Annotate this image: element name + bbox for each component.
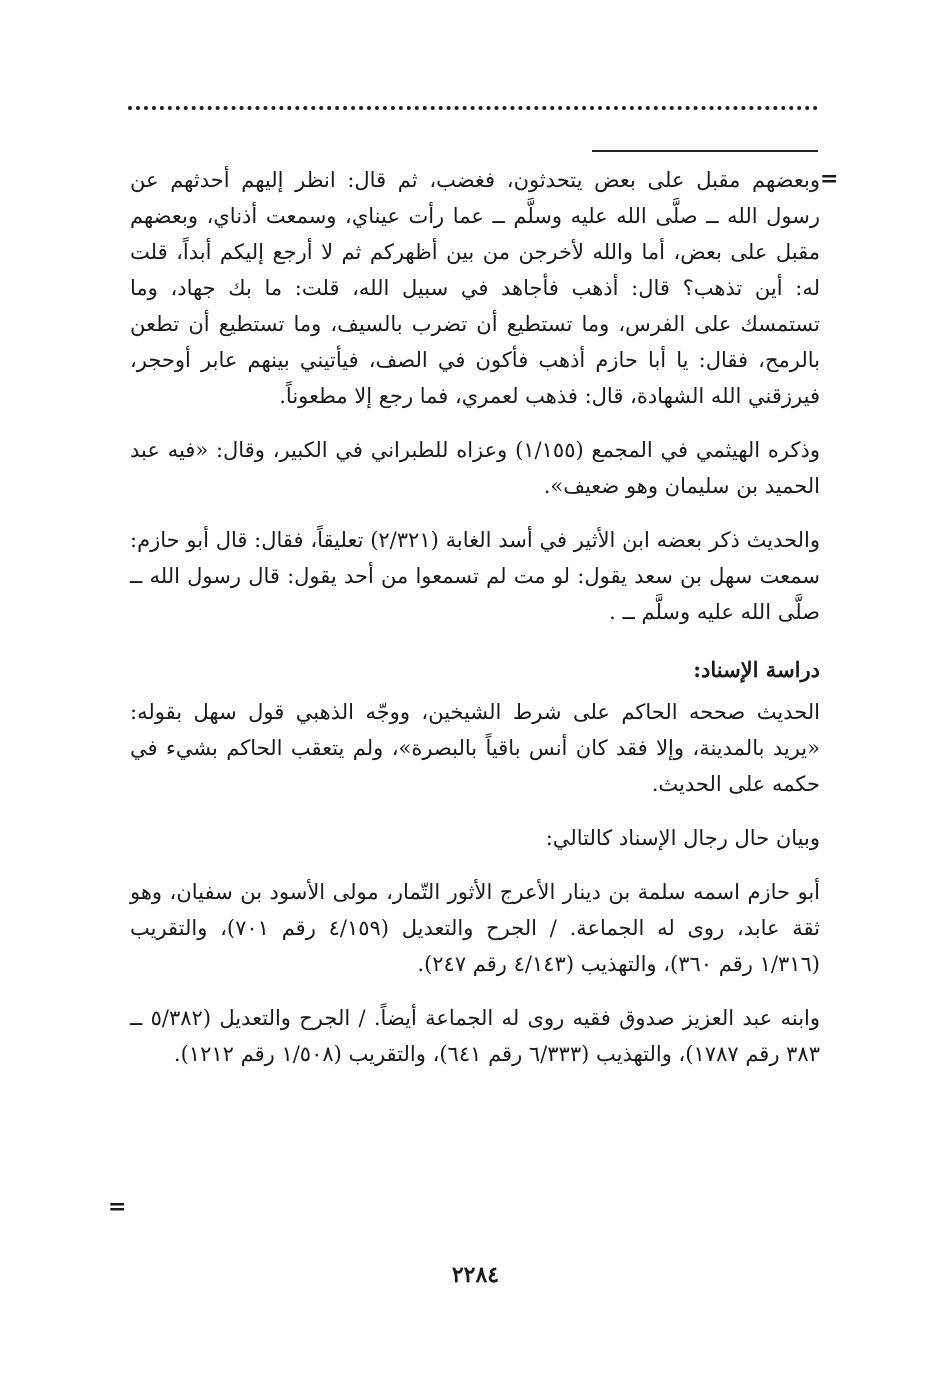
page-body	[130, 162, 820, 1090]
continuation-mark-bottom: =	[108, 1194, 127, 1220]
paragraph-3: والحديث ذكر بعضه ابن الأثير في أسد الغابة (٢/٣٢١) تعليقاً، فقال: قال أبو حازم: سمعت سهل بن سعد يقول: لو مت لم تسمعوا من أحد يقول: قال رسول الله ــ صلَّى الله عليه وسلَّم ــ .	[130, 528, 820, 624]
section-paragraph-4: وابنه عبد العزيز صدوق فقيه روى له الجماعة أيضاً. / الجرح والتعديل (٥/٣٨٢ ــ ٣٨٣ رقم ١٧٨٧)، والتهذيب (٦/٣٣٣ رقم ٦٤١)، والتقريب (١/٥٠٨ رقم ١٢١٢).	[130, 1006, 821, 1066]
continuation-mark-top: =	[820, 166, 839, 192]
dotted-separator	[128, 96, 818, 110]
paragraph-2: وذكره الهيثمي في المجمع (١/١٥٥) وعزاه للطبراني في الكبير، وقال: «فيه عبد الحميد بن سليمان وهو ضعيف».	[130, 438, 820, 498]
section-paragraph-3: أبو حازم اسمه سلمة بن دينار الأعرج الأثور التّمار، مولى الأسود بن سفيان، وهو ثقة عابد، روى له الجماعة. / الجرح والتعديل (٤/١٥٩ رقم ٧٠١)، والتقريب (١/٣١٦ رقم ٣٦٠)، والتهذيب (٤/١٤٣ رقم ٢٤٧).	[130, 880, 820, 976]
section-paragraph-2: وبيان حال رجال الإسناد كالتالي:	[545, 826, 820, 850]
footnote-rule	[592, 150, 818, 152]
section-paragraph-1: الحديث صححه الحاكم على شرط الشيخين، ووجّه الذهبي قول سهل بقوله: «يريد بالمدينة، وإلا فقد كان أنس باقياً بالبصرة»، ولم يتعقب الحاكم بشيء في حكمه على الحديث.	[130, 700, 820, 796]
page-number: ٢٢٨٤	[451, 1262, 500, 1288]
paragraph-1: وبعضهم مقبل على بعض يتحدثون، فغضب، ثم قال: انظر إليهم أحدثهم عن رسول الله ــ صلَّى الله عليه وسلَّم ــ عما رأت عيناي، وسمعت أذناي، وبعضهم مقبل على بعض، أما والله لأخرجن من بين أظهركم ثم لا أرجع إليكم أبداً، قلت له: أين تذهب؟ قال: أذهب فأجاهد في سبيل الله، قلت: ما بك جهاد، وما تستمسك على الفرس، وما تستطيع أن تضرب بالسيف، وما تستطيع أن تطعن بالرمح، فقال: يا أبا حازم أذهب فأكون في الصف، فيأتيني بينهم عابر أوحجر، فيرزقني الله الشهادة، قال: فذهب لعمري، فما رجع إلا مطعوناً.	[130, 168, 820, 408]
section-title: دراسة الإسناد:	[693, 657, 820, 682]
